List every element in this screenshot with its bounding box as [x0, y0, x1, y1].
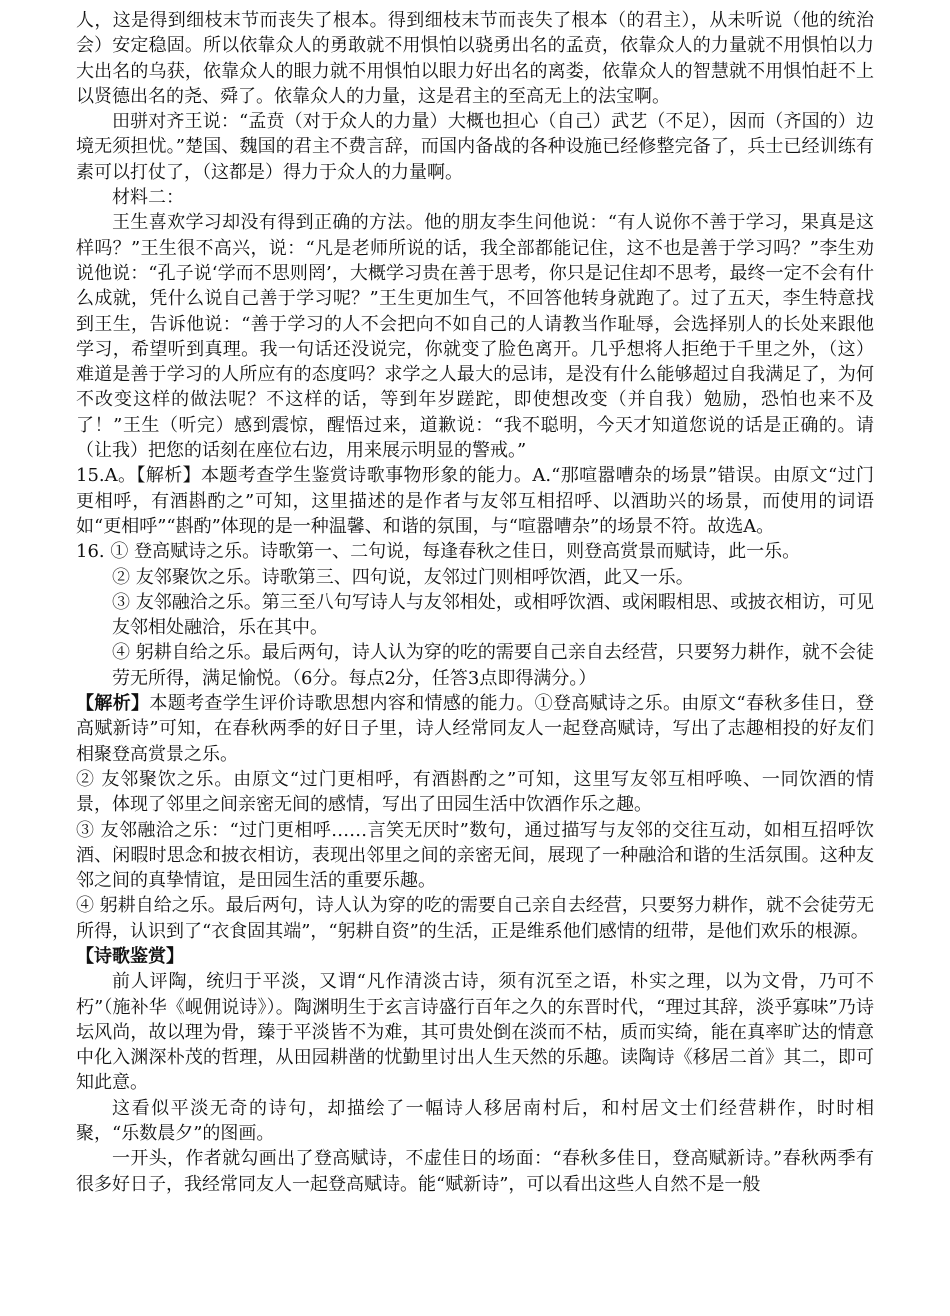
analysis-intro: [76, 691, 874, 767]
paragraph-translation-2: 田骈对齐王说：“孟贲（对于众人的力量）大概也担心（自己）武艺（不足），因而（齐国的）边境无须担忧。”楚国、魏国的君主不费言辞，而国内备战的各种设施已经修整完备了，兵士已经训练有素可以打仗了，（这都是）得力于众人的力量啊。: [76, 111, 874, 183]
analysis-point-2: ② 友邻聚饮之乐。由原文“过门更相呼，有酒斟酌之”可知，这里写友邻互相呼唤、一同饮酒的情景，体现了邻里之间亲密无间的感情，写出了田园生活中饮酒作乐之趣。: [76, 768, 874, 816]
appreciation-paragraph-3: 一开头，作者就勾画出了登高赋诗，不虚佳日的场面：“春秋多佳日，登高赋新诗。”春秋两季有很多好日子，我经常同友人一起登高赋诗。能“赋新诗”，可以看出这些人自然不是一般: [76, 1148, 874, 1195]
paragraph-material-two: 王生喜欢学习却没有得到正确的方法。他的朋友李生问他说：“有人说你不善于学习，果真是这样吗？”王生很不高兴，说：“凡是老师所说的话，我全部都能记住，这不也是善于学习吗？”李生劝说他说：“孔子说‘学而不思则罔’，大概学习贵在善于思考，你只是记住却不思考，最终一定不会有什么成就，凭什么说自己善于学习呢？”王生更加生气，不回答他转身就跑了。过了五天，李生特意找到王生，告诉他说：“善于学习的人不会把向不如自己的人请教当作耻辱，会选择别人的长处来跟他学习，希望听到真理。我一句话还没说完，你就变了脸色离开。几乎想将人拒绝于千里之外，（这）难道是善于学习的人所应有的态度吗？求学之人最大的忌讳，是没有什么能够超过自我满足了，为何不改变这样的做法呢？不这样的话，等到年岁蹉跎，即使想改变（并自我）勉励，恐怕也来不及了！”王生（听完）感到震惊，醒悟过来，道歉说：“我不聪明，今天才知道您说的话是正确的。请（让我）把您的话刻在座位右边，用来展示明显的警戒。”: [76, 212, 874, 462]
answer-16-item-1: [76, 539, 874, 564]
answer-16-item-4: ④ 躬耕自给之乐。最后两句，诗人认为穿的吃的需要自己亲自去经营，只要努力耕作，就不会徒劳无所得，满足愉悦。（6分。每点2分，任答3点即得满分。）: [112, 642, 874, 689]
answer-16-item-2: ② 友邻聚饮之乐。诗歌第三、四句说，友邻过门则相呼饮酒，此又一乐。: [112, 566, 694, 588]
appreciation-heading: 【诗歌鉴赏】: [76, 945, 184, 967]
analysis-intro-text: 本题考查学生评价诗歌思想内容和情感的能力。①登高赋诗之乐。由原文“春秋多佳日，登高赋新诗”可知，在春秋两季的好日子里，诗人经常同友人一起登高赋诗，写出了志趣相投的好友们相聚登高赏景之乐。: [76, 693, 875, 765]
answer-16-label: 16.: [76, 541, 105, 563]
analysis-tag: 【解析】: [76, 693, 150, 715]
answer-16-point: ① 登高赋诗之乐。诗歌第一、二句说，每逢春秋之佳日，则登高赏景而赋诗，此一乐。: [110, 541, 801, 563]
paragraph-translation-1: 人，这是得到细枝末节而丧失了根本。得到细枝末节而丧失了根本（的君主），从未听说（他的统治会）安定稳固。所以依靠众人的勇敢就不用惧怕以骁勇出名的孟贲，依靠众人的力量就不用惧怕以力大出名的乌获，依靠众人的眼力就不用惧怕以眼力好出名的离娄，依靠众人的智慧就不用惧怕赶不上以贤德出名的尧、舜了。依靠众人的力量，这是君主的至高无上的法宝啊。: [76, 10, 874, 107]
material-two-heading: 材料二：: [112, 187, 184, 209]
appreciation-paragraph-1: 前人评陶，统归于平淡，又谓“凡作清淡古诗，须有沉至之语，朴实之理，以为文骨，乃可不朽”（施补华《岘佣说诗》）。陶渊明生于玄言诗盛行百年之久的东晋时代，“理过其辞，淡乎寡味”乃诗坛风尚，故以理为骨，臻于平淡皆不为难，其可贵处倒在淡而不枯，质而实绮，能在真率旷达的情意中化入渊深朴茂的哲理，从田园耕凿的忧勤里讨出人生天然的乐趣。读陶诗《移居二首》其二，即可知此意。: [76, 971, 874, 1094]
analysis-point-3: ③ 友邻融洽之乐：“过门更相呼……言笑无厌时”数句，通过描写与友邻的交往互动，如相互招呼饮酒、闲暇时思念和披衣相访，表现出邻里之间的亲密无间，展现了一种融洽和谐的生活氛围。这种友邻之间的真挚情谊，是田园生活的重要乐趣。: [76, 819, 874, 892]
analysis-point-4: ④ 躬耕自给之乐。最后两句，诗人认为穿的吃的需要自己亲自去经营，只要努力耕作，就不会徒劳无所得，认识到了“衣食固其端”，“躬耕自资”的生活，正是维系他们感情的纽带，是他们欢乐的根源。: [76, 895, 874, 942]
answer-16-item-3: ③ 友邻融洽之乐。第三至八句写诗人与友邻相处，或相呼饮酒、或闲暇相思、或披衣相访，可见友邻相处融洽，乐在其中。: [112, 591, 874, 639]
appreciation-paragraph-2: 这看似平淡无奇的诗句，却描绘了一幅诗人移居南村后，和村居文士们经营耕作，时时相聚，“乐数晨夕”的图画。: [76, 1097, 874, 1145]
answer-15: 15.A。【解析】本题考查学生鉴赏诗歌事物形象的能力。A.“那喧嚣嘈杂的场景”错误。由原文“过门更相呼，有酒斟酌之”可知，这里描述的是作者与友邻互相招呼、以酒助兴的场景，而使用的词语如“更相呼”“斟酌”体现的是一种温馨、和谐的氛围，与“喧嚣嘈杂”的场景不符。故选A。: [76, 465, 874, 537]
